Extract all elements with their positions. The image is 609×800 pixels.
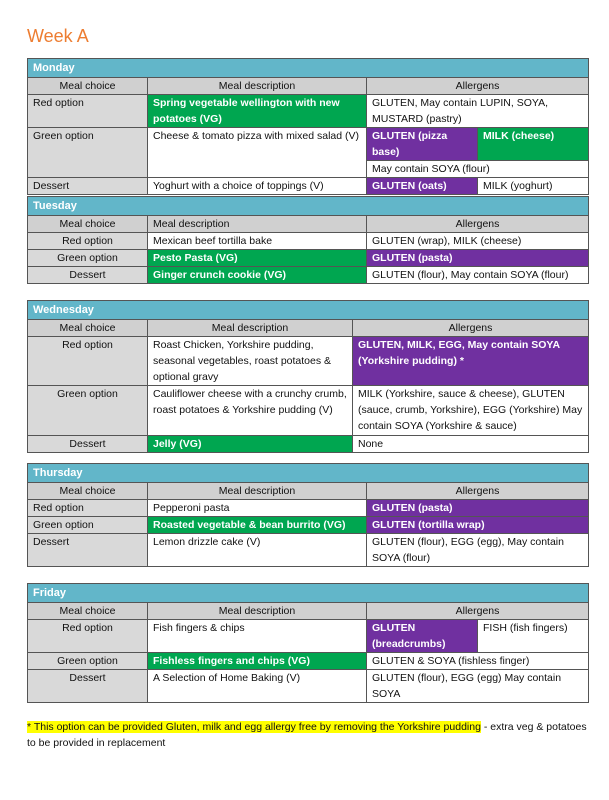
allergens: GLUTEN, May contain LUPIN, SOYA, MUSTARD (pastry) [367, 95, 589, 128]
meal-choice-red: Red option [28, 95, 148, 128]
meal-description: Pesto Pasta (VG) [148, 250, 367, 267]
meal-description: A Selection of Home Baking (V) [148, 670, 367, 703]
meal-choice-green: Green option [28, 517, 148, 534]
allergens: GLUTEN, MILK, EGG, May contain SOYA (Yorkshire pudding) * [353, 337, 589, 386]
header-meal-description: Meal description [148, 603, 367, 620]
header-meal-choice: Meal choice [28, 78, 148, 95]
header-meal-description: Meal description [148, 78, 367, 95]
meal-choice-dessert: Dessert [28, 178, 148, 195]
meal-choice-red: Red option [28, 233, 148, 250]
header-meal-choice: Meal choice [28, 320, 148, 337]
meal-choice-dessert: Dessert [28, 670, 148, 703]
meal-description: Lemon drizzle cake (V) [148, 534, 367, 567]
meal-choice-dessert: Dessert [28, 267, 148, 284]
meal-choice-red: Red option [28, 500, 148, 517]
meal-description: Fishless fingers and chips (VG) [148, 653, 367, 670]
footnote-text: - extra veg & potatoes to be provided in replacement [27, 721, 587, 749]
allergen-milk: MILK (cheese) [478, 128, 589, 161]
day-header-tuesday: Tuesday [28, 197, 589, 216]
meal-description: Cheese & tomato pizza with mixed salad (V) [148, 128, 367, 178]
header-meal-description: Meal description [148, 320, 353, 337]
meal-description: Cauliflower cheese with a crunchy crumb, roast potatoes & Yorkshire pudding (V) [148, 386, 353, 436]
header-allergens: Allergens [367, 78, 589, 95]
allergens: GLUTEN (flour), EGG (egg), May contain SOYA (flour) [367, 534, 589, 567]
wednesday-table [27, 300, 589, 453]
meal-choice-red: Red option [28, 337, 148, 386]
day-header-thursday: Thursday [28, 464, 589, 483]
meal-choice-red: Red option [28, 620, 148, 653]
tuesday-table [27, 196, 589, 284]
header-allergens: Allergens [353, 320, 589, 337]
meal-description: Roasted vegetable & bean burrito (VG) [148, 517, 367, 534]
allergens: GLUTEN & SOYA (fishless finger) [367, 653, 589, 670]
meal-description: Fish fingers & chips [148, 620, 367, 653]
allergen-gluten: GLUTEN (oats) [367, 178, 478, 195]
allergens: GLUTEN (pasta) [367, 500, 589, 517]
allergens: GLUTEN (wrap), MILK (cheese) [367, 233, 589, 250]
header-meal-choice: Meal choice [28, 603, 148, 620]
meal-choice-green: Green option [28, 128, 148, 178]
meal-description: Pepperoni pasta [148, 500, 367, 517]
meal-description: Mexican beef tortilla bake [148, 233, 367, 250]
allergens: None [353, 436, 589, 453]
header-allergens: Allergens [367, 216, 589, 233]
monday-table [27, 58, 589, 195]
meal-description: Spring vegetable wellington with new potatoes (VG) [148, 95, 367, 128]
day-header-monday: Monday [28, 59, 589, 78]
allergens: GLUTEN (tortilla wrap) [367, 517, 589, 534]
meal-description: Yoghurt with a choice of toppings (V) [148, 178, 367, 195]
allergen-fish: FISH (fish fingers) [478, 620, 589, 653]
meal-choice-dessert: Dessert [28, 534, 148, 567]
day-header-friday: Friday [28, 584, 589, 603]
allergens: MILK (Yorkshire, sauce & cheese), GLUTEN (sauce, crumb, Yorkshire), EGG (Yorkshire) May contain SOYA (Yorkshire & sauce) [353, 386, 589, 436]
meal-choice-green: Green option [28, 386, 148, 436]
meal-description: Jelly (VG) [148, 436, 353, 453]
meal-choice-green: Green option [28, 653, 148, 670]
allergens: GLUTEN (flour), EGG (egg) May contain SOYA [367, 670, 589, 703]
footnote-highlight: * This option can be provided Gluten, milk and egg allergy free by removing the Yorkshire pudding [27, 721, 481, 733]
allergen-milk: MILK (yoghurt) [478, 178, 589, 195]
page-title: Week A [27, 26, 89, 46]
meal-choice-green: Green option [28, 250, 148, 267]
header-allergens: Allergens [367, 603, 589, 620]
header-meal-choice: Meal choice [28, 216, 148, 233]
meal-choice-dessert: Dessert [28, 436, 148, 453]
allergens: GLUTEN (flour), May contain SOYA (flour) [367, 267, 589, 284]
header-allergens: Allergens [367, 483, 589, 500]
allergen-soya: May contain SOYA (flour) [367, 161, 589, 178]
day-header-wednesday: Wednesday [28, 301, 589, 320]
allergen-gluten: GLUTEN (breadcrumbs) [367, 620, 478, 653]
thursday-table [27, 463, 589, 567]
header-meal-description: Meal description [148, 216, 367, 233]
header-meal-description: Meal description [148, 483, 367, 500]
footnote [27, 719, 587, 751]
meal-description: Roast Chicken, Yorkshire pudding, seasonal vegetables, roast potatoes & optional gravy [148, 337, 353, 386]
allergen-gluten: GLUTEN (pizza base) [367, 128, 478, 161]
header-meal-choice: Meal choice [28, 483, 148, 500]
meal-description: Ginger crunch cookie (VG) [148, 267, 367, 284]
friday-table [27, 583, 589, 703]
allergens: GLUTEN (pasta) [367, 250, 589, 267]
